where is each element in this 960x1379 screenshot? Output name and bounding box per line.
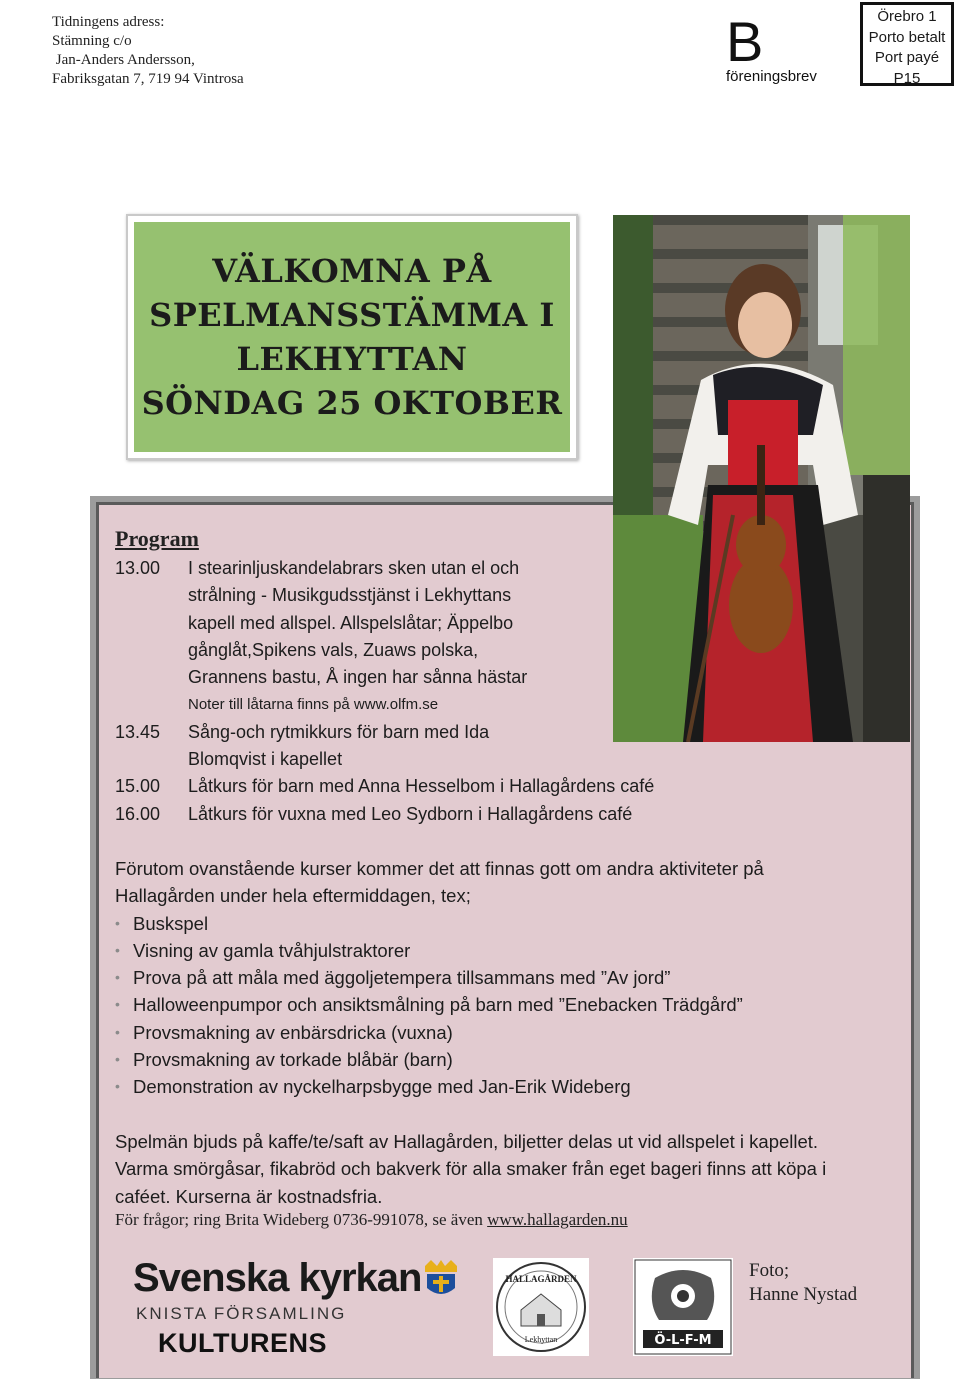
program-time: 13.45 <box>115 721 161 742</box>
program-list <box>115 555 755 828</box>
kulturens-label: KULTURENS <box>158 1328 327 1358</box>
program-item <box>115 719 755 774</box>
sender-address <box>52 13 244 89</box>
porto-line: Örebro 1 <box>877 8 937 25</box>
program-line: kapell med allspel. Allspelslåtar; Äppelbo <box>188 612 514 633</box>
program-description: Låtkurs för vuxna med Leo Sydborn i Hallagårdens café <box>188 803 633 824</box>
postmark-letter: B <box>726 10 764 73</box>
list-item: • Visning av gamla tvåhjulstraktorer <box>115 937 905 964</box>
contact-text: För frågor; ring Brita Wideberg 0736-991078, se även <box>115 1210 488 1229</box>
photo-credit <box>749 1259 857 1307</box>
activities-list <box>115 910 905 1101</box>
list-item: • Provsmakning av enbärsdricka (vuxna) <box>115 1019 905 1046</box>
hallagarden-seal-subtext: Lekhyttan <box>524 1335 558 1344</box>
list-item: • Prova på att måla med äggoljetempera tillsammans med ”Av jord” <box>115 964 905 991</box>
list-item: • Provsmakning av torkade blåbär (barn) <box>115 1046 905 1073</box>
photo-credit-name: Hanne Nystad <box>749 1284 858 1305</box>
program-description <box>188 555 755 719</box>
church-crown-icon <box>421 1258 461 1300</box>
program-line: strålning - Musikgudsstjänst i Lekhyttans <box>188 585 512 606</box>
hallagarden-logo <box>493 1258 589 1356</box>
headline-line: SÖNDAG 25 OKTOBER <box>141 384 563 422</box>
program-line: gånglåt,Spikens vals, Zuaws polska, <box>188 639 479 660</box>
program-line: Grannens bastu, Å ingen har sånna hästar <box>188 667 528 688</box>
postmark-b <box>726 10 826 85</box>
olfm-text: Ö-L-F-M <box>654 1333 712 1348</box>
program-note: Noter till låtarna finns på www.olfm.se <box>188 696 439 714</box>
photo-credit-label: Foto; <box>749 1260 790 1281</box>
activities-intro: Förutom ovanstående kurser kommer det att finnas gott om andra aktiviteter på <box>115 858 764 879</box>
program-description <box>188 719 755 774</box>
program-item <box>115 773 755 800</box>
headline <box>142 249 563 425</box>
svenska-kyrkan-name: Svenska kyrkan <box>133 1256 422 1300</box>
olfm-emblem-icon <box>633 1258 733 1356</box>
program-time: 15.00 <box>115 776 161 797</box>
program-line: Blomqvist i kapellet <box>188 749 343 770</box>
hallagarden-seal-text: HALLAGÅRDEN <box>505 1274 577 1284</box>
svenska-kyrkan-logo <box>133 1256 463 1364</box>
porto-line: Porto betalt <box>868 28 946 46</box>
headline-box <box>126 214 578 460</box>
contact-line <box>115 1210 628 1230</box>
program-time: 16.00 <box>115 803 161 824</box>
program-line: Sång-och rytmikkurs för barn med Ida <box>188 721 490 742</box>
knista-forsamling-label: KNISTA FÖRSAMLING <box>136 1304 347 1323</box>
program-description: Låtkurs för barn med Anna Hesselbom i Hallagårdens café <box>188 776 655 797</box>
activities-intro: Hallagården under hela eftermiddagen, tex; <box>115 885 471 907</box>
headline-line: SPELMANSSTÄMMA I <box>149 296 555 334</box>
sender-line: Tidningens adress: <box>52 14 165 30</box>
porto-line: P15 <box>893 69 921 87</box>
sender-line: Fabriksgatan 7, 719 94 Vintrosa <box>52 71 244 87</box>
program-line: I stearinljuskandelabrars sken utan el och <box>188 558 520 578</box>
activities-section <box>115 855 905 1101</box>
list-item: • Buskspel <box>115 910 905 937</box>
program-time: 13.00 <box>115 558 161 578</box>
program-item <box>115 555 755 719</box>
headline-line: LEKHYTTAN <box>236 340 468 378</box>
closing-line: Spelmän bjuds på kaffe/te/saft av Hallagården, biljetter delas ut vid allspelet i kapellet. <box>115 1131 819 1152</box>
program-heading: Program <box>115 526 199 551</box>
website-link[interactable]: www.hallagarden.nu <box>487 1210 628 1229</box>
porto-box <box>860 2 954 86</box>
program-item <box>115 801 755 828</box>
sender-line: Jan-Anders Andersson, <box>52 52 195 68</box>
olfm-logo <box>633 1258 733 1356</box>
closing-text <box>115 1128 905 1210</box>
headline-line: VÄLKOMNA PÅ <box>212 252 492 290</box>
list-item: • Demonstration av nyckelharpsbygge med Jan-Erik Wideberg <box>115 1073 905 1100</box>
sender-line: Stämning c/o <box>52 33 132 49</box>
closing-line: Varma smörgåsar, fikabröd och bakverk för alla smaker från eget bageri finns att köpa i <box>115 1158 827 1180</box>
list-item: • Halloweenpumpor och ansiktsmålning på barn med ”Enebacken Trädgård” <box>115 991 905 1018</box>
postmark-label: föreningsbrev <box>726 68 817 85</box>
hallagarden-seal-icon <box>493 1258 589 1356</box>
headline-background <box>134 222 570 452</box>
porto-line: Port payé <box>874 49 940 66</box>
closing-line: caféet. Kurserna är kostnadsfria. <box>115 1185 383 1207</box>
